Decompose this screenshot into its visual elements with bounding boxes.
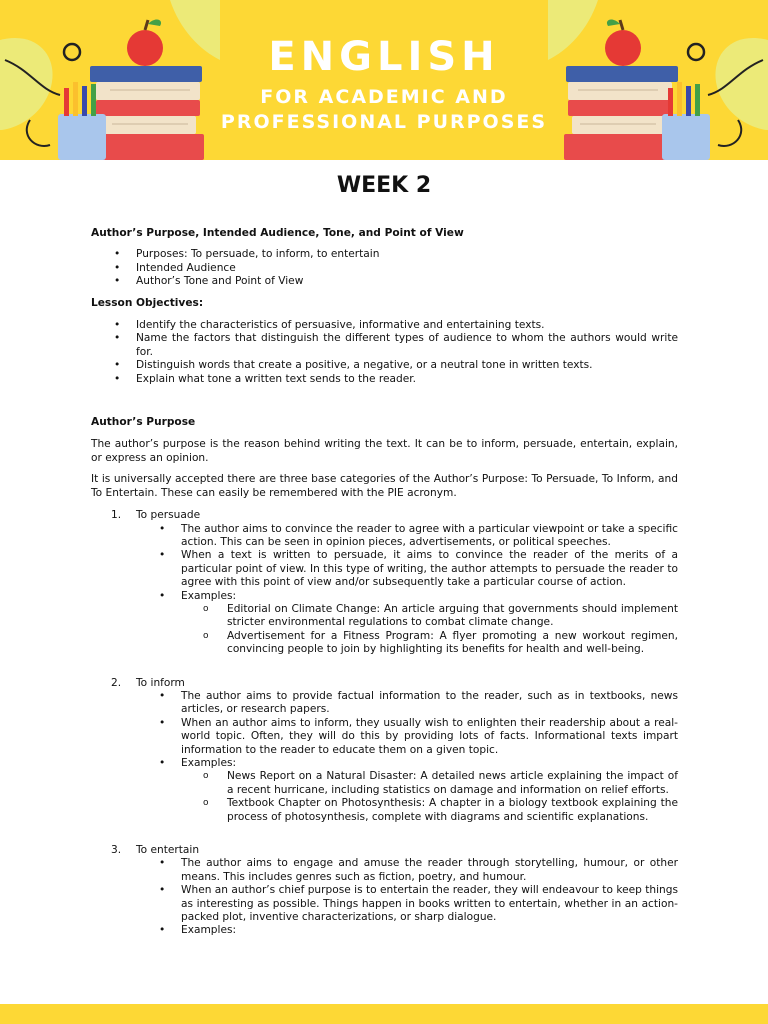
section-number: 1. — [111, 509, 122, 522]
list-item: • Purposes: To persuade, to inform, to entertain — [136, 248, 678, 261]
section-persuade — [111, 509, 678, 656]
example-item: o Editorial on Climate Change: An article arguing that governments should implement stricter environmental regulations to combat climate change. — [227, 603, 678, 630]
objectives-heading: Lesson Objectives: — [91, 296, 204, 309]
list-item: • Distinguish words that create a positive, a negative, or a neutral tone in written texts. — [136, 359, 678, 372]
examples-label: Examples: — [181, 757, 237, 769]
purpose-paragraph: It is universally accepted there are three base categories of the Author’s Purpose: To Persuade, To Inform, and To Entertain. These can easily be remembered with the PIE acronym. — [91, 473, 678, 499]
books-apple-illustration-left — [0, 0, 220, 160]
section-points — [136, 523, 678, 657]
list-item: • The author aims to convince the reader to agree with a particular viewpoint or take a specific action. This can be seen in opinion pieces, advertisements, or political speeches. — [181, 523, 678, 550]
section-points — [136, 690, 678, 824]
section-number: 3. — [111, 844, 122, 857]
header-banner — [0, 0, 768, 160]
section-title: To persuade — [136, 509, 201, 522]
objectives-list — [91, 319, 678, 386]
section-points — [136, 857, 678, 937]
topic-list — [91, 248, 678, 288]
list-item: • Identify the characteristics of persuasive, informative and entertaining texts. — [136, 319, 678, 332]
list-item: • Examples: — [181, 924, 678, 937]
list-item: • When an author’s chief purpose is to entertain the reader, they will endeavour to keep things as interesting as possible. Things happen in books written to entertain, whether in an action-packed plot, inventive characterizations, or sharp dialogue. — [181, 884, 678, 924]
list-item — [181, 590, 678, 657]
list-item: • Intended Audience — [136, 262, 678, 275]
list-item: • Name the factors that distinguish the different types of audience to whom the authors would write for. — [136, 332, 678, 359]
example-item: o Advertisement for a Fitness Program: A flyer promoting a new workout regimen, convincing people to join by highlighting its benefits for health and well-being. — [227, 630, 678, 657]
list-item: • When a text is written to persuade, it aims to convince the reader of the merits of a particular point of view. In this type of writing, the author attempts to persuade the reader to agree with this point of view and/or subsequently take a particular course of action. — [181, 549, 678, 589]
list-item: • The author aims to engage and amuse the reader through storytelling, humour, or other means. This includes genres such as fiction, poetry, and humour. — [181, 857, 678, 884]
example-item: o Textbook Chapter on Photosynthesis: A chapter in a biology textbook explaining the process of photosynthesis, complete with diagrams and scientific explanations. — [227, 797, 678, 824]
purpose-heading: Author’s Purpose — [91, 416, 196, 429]
topic-heading: Author’s Purpose, Intended Audience, Tone, and Point of View — [91, 227, 464, 239]
purpose-paragraph: The author’s purpose is the reason behind writing the text. It can be to inform, persuade, entertain, explain, or express an opinion. — [91, 438, 678, 464]
week-title: WEEK 2 — [336, 173, 432, 198]
examples-label: Examples: — [181, 589, 237, 602]
footer-bar — [0, 1004, 768, 1024]
list-item — [181, 757, 678, 824]
banner-subtitle-line1: FOR ACADEMIC AND — [260, 86, 508, 108]
banner-title: ENGLISH — [268, 34, 500, 80]
list-item: • When an author aims to inform, they usually wish to enlighten their readership about a real-world topic. Often, they will do this by providing lots of facts. Informational texts impart information to the reader to educate them on a given topic. — [181, 717, 678, 757]
section-inform — [111, 676, 678, 824]
section-title: To inform — [136, 676, 185, 689]
list-item: • Explain what tone a written text sends to the reader. — [136, 373, 678, 386]
document-body — [91, 227, 678, 938]
example-item: o News Report on a Natural Disaster: A detailed news article explaining the impact of a recent hurricane, including statistics on damage and information on relief efforts. — [227, 770, 678, 797]
list-item: • The author aims to provide factual information to the reader, such as in textbooks, news articles, or research papers. — [181, 690, 678, 717]
section-entertain — [111, 844, 678, 938]
examples-list — [181, 770, 678, 824]
section-number: 2. — [111, 676, 122, 689]
list-item: • Author’s Tone and Point of View — [136, 275, 678, 288]
purpose-sections — [91, 509, 678, 938]
books-apple-illustration-right — [548, 0, 768, 160]
banner-subtitle-line2: PROFESSIONAL PURPOSES — [220, 111, 548, 133]
examples-list — [181, 603, 678, 657]
section-title: To entertain — [136, 844, 200, 857]
